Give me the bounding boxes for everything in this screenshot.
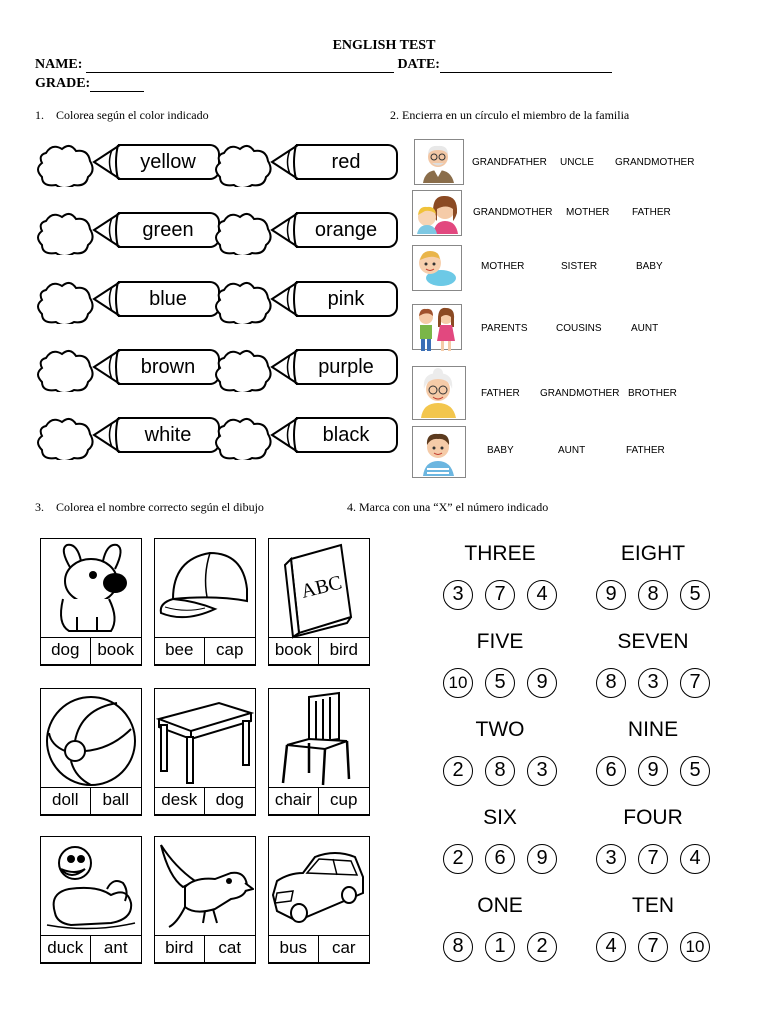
grandmother-picture xyxy=(412,366,466,420)
word-duck[interactable]: duck xyxy=(47,938,84,957)
number-choice-circle[interactable]: 9 xyxy=(527,668,557,698)
number-choice-circle[interactable]: 10 xyxy=(680,932,710,962)
color-blob-icon[interactable] xyxy=(36,211,94,255)
crayon-red xyxy=(214,141,394,187)
section2-instruction: 2. Encierra en un círculo el miembro de la familia xyxy=(390,108,630,122)
family-option-grandmother[interactable]: GRANDMOTHER xyxy=(473,207,553,218)
boy-icon xyxy=(413,427,464,476)
number-choice-circle[interactable]: 5 xyxy=(680,580,710,610)
word-dog-2[interactable]: dog xyxy=(204,788,255,814)
number-word-two: TWO xyxy=(475,718,525,741)
crayon-label: orange xyxy=(296,212,398,248)
crayon-green xyxy=(36,209,216,255)
number-word-seven: SEVEN xyxy=(617,630,689,653)
number-choice-circle[interactable]: 7 xyxy=(638,844,668,874)
number-choice-circle[interactable]: 9 xyxy=(638,756,668,786)
card-chair xyxy=(268,688,370,816)
cap-icon xyxy=(155,539,254,639)
family-option-mother[interactable]: MOTHER xyxy=(566,207,610,218)
card-book xyxy=(268,538,370,666)
date-label: DATE: xyxy=(397,57,440,72)
color-blob-icon[interactable] xyxy=(36,143,94,187)
crayon-yellow xyxy=(36,141,216,187)
grade-row xyxy=(35,76,144,92)
number-choice-circle[interactable]: 7 xyxy=(485,580,515,610)
number-choice-circle[interactable]: 8 xyxy=(638,580,668,610)
family-option-grandmother[interactable]: GRANDMOTHER xyxy=(540,388,620,399)
crayon-label: purple xyxy=(296,349,398,385)
number-choice-circle[interactable]: 2 xyxy=(527,932,557,962)
family-option-mother[interactable]: MOTHER xyxy=(481,261,525,272)
word-book[interactable]: book xyxy=(90,638,141,664)
family-option-aunt[interactable]: AUNT xyxy=(558,445,586,456)
family-option-father[interactable]: FATHER xyxy=(632,207,671,218)
number-word-three: THREE xyxy=(464,542,536,565)
word-desk[interactable]: desk xyxy=(161,790,198,809)
crayon-label: white xyxy=(118,417,220,453)
children-icon xyxy=(413,305,460,357)
grade-field[interactable] xyxy=(90,78,144,92)
car-icon xyxy=(269,837,368,937)
section1-instruction: 1. Colorea según el color indicado xyxy=(35,108,209,122)
crayon-label: brown xyxy=(118,349,220,385)
word-dog[interactable]: dog xyxy=(51,640,80,659)
word-bird-2[interactable]: bird xyxy=(165,938,194,957)
number-choice-circle[interactable]: 5 xyxy=(680,756,710,786)
chair-icon xyxy=(269,689,368,789)
card-bird xyxy=(154,836,256,964)
mother-child-picture xyxy=(412,190,462,236)
grandmother-icon xyxy=(413,367,464,418)
number-choice-circle[interactable]: 8 xyxy=(443,932,473,962)
crayon-label: yellow xyxy=(118,144,220,180)
grandfather-icon xyxy=(415,140,462,183)
crayon-pink xyxy=(214,278,394,324)
card-desk xyxy=(154,688,256,816)
color-blob-icon[interactable] xyxy=(214,348,272,392)
number-choice-circle[interactable]: 7 xyxy=(638,932,668,962)
name-date-row xyxy=(35,57,612,73)
word-car[interactable]: car xyxy=(318,936,369,962)
children-picture xyxy=(412,304,462,350)
book-cover-text: ABC xyxy=(298,571,345,603)
bird-icon xyxy=(155,837,254,937)
number-choice-circle[interactable]: 3 xyxy=(638,668,668,698)
crayon-label: pink xyxy=(296,281,398,317)
word-cup[interactable]: cup xyxy=(318,788,369,814)
number-choice-circle[interactable]: 9 xyxy=(596,580,626,610)
color-blob-icon[interactable] xyxy=(214,143,272,187)
baby-icon xyxy=(413,246,460,289)
grandfather-picture xyxy=(414,139,464,185)
number-choice-circle[interactable]: 4 xyxy=(680,844,710,874)
family-option-cousins[interactable]: COUSINS xyxy=(556,323,602,334)
crayon-orange xyxy=(214,209,394,255)
color-blob-icon[interactable] xyxy=(36,416,94,460)
book-icon xyxy=(269,539,368,639)
number-word-five: FIVE xyxy=(476,630,524,653)
color-blob-icon[interactable] xyxy=(36,348,94,392)
number-choice-circle[interactable]: 4 xyxy=(527,580,557,610)
crayon-white xyxy=(36,414,216,460)
family-option-father[interactable]: FATHER xyxy=(481,388,520,399)
crayon-label: red xyxy=(296,144,398,180)
word-bus[interactable]: bus xyxy=(279,938,307,957)
word-doll[interactable]: doll xyxy=(52,790,79,809)
word-cat[interactable]: cat xyxy=(204,936,255,962)
family-option-brother[interactable]: BROTHER xyxy=(628,388,677,399)
color-blob-icon[interactable] xyxy=(214,416,272,460)
number-word-ten: TEN xyxy=(632,894,674,917)
family-option-grandmother[interactable]: GRANDMOTHER xyxy=(615,157,695,168)
family-option-father[interactable]: FATHER xyxy=(626,445,665,456)
desk-icon xyxy=(155,689,254,789)
crayon-blue xyxy=(36,278,216,324)
dog-icon xyxy=(41,539,140,639)
card-cap xyxy=(154,538,256,666)
crayon-label: black xyxy=(296,417,398,453)
color-blob-icon[interactable] xyxy=(214,280,272,324)
number-word-four: FOUR xyxy=(623,806,683,829)
word-chair[interactable]: chair xyxy=(274,790,312,809)
number-choice-circle[interactable]: 4 xyxy=(596,932,626,962)
grade-label: GRADE: xyxy=(35,76,91,91)
card-car xyxy=(268,836,370,964)
number-choice-circle[interactable]: 6 xyxy=(596,756,626,786)
section3-instruction: 3. Colorea el nombre correcto según el dibujo xyxy=(35,500,264,514)
crayon-label: blue xyxy=(118,281,220,317)
crayon-label: green xyxy=(118,212,220,248)
family-option-uncle[interactable]: UNCLE xyxy=(560,157,594,168)
word-cap[interactable]: cap xyxy=(204,638,255,664)
card-dog xyxy=(40,538,142,666)
word-ball[interactable]: ball xyxy=(90,788,141,814)
word-ant[interactable]: ant xyxy=(90,936,141,962)
number-choice-circle[interactable]: 5 xyxy=(485,668,515,698)
family-option-baby[interactable]: BABY xyxy=(487,445,514,456)
number-choice-circle[interactable]: 10 xyxy=(443,668,473,698)
number-word-nine: NINE xyxy=(627,718,679,741)
duck-icon xyxy=(41,837,140,937)
word-bird[interactable]: bird xyxy=(318,638,369,664)
number-choice-circle[interactable]: 9 xyxy=(527,844,557,874)
card-ball xyxy=(40,688,142,816)
family-option-parents[interactable]: PARENTS xyxy=(481,323,528,334)
test-title: ENGLISH TEST xyxy=(332,38,436,53)
number-choice-circle[interactable]: 6 xyxy=(485,844,515,874)
number-choice-circle[interactable]: 8 xyxy=(485,756,515,786)
number-choice-circle[interactable]: 3 xyxy=(443,580,473,610)
color-blob-icon[interactable] xyxy=(36,280,94,324)
word-book-2[interactable]: book xyxy=(274,640,312,659)
number-choice-circle[interactable]: 2 xyxy=(443,756,473,786)
crayon-purple xyxy=(214,346,394,392)
number-choice-circle[interactable]: 8 xyxy=(596,668,626,698)
family-option-grandfather[interactable]: GRANDFATHER xyxy=(472,157,547,168)
date-field[interactable] xyxy=(440,59,612,73)
family-option-baby[interactable]: BABY xyxy=(636,261,663,272)
ball-icon xyxy=(41,689,140,789)
mother-child-icon xyxy=(413,191,460,234)
boy-picture xyxy=(412,426,466,478)
section4-instruction: 4. Marca con una “X” el número indicado xyxy=(347,500,549,514)
family-option-sister[interactable]: SISTER xyxy=(561,261,598,272)
number-choice-circle[interactable]: 2 xyxy=(443,844,473,874)
card-duck xyxy=(40,836,142,964)
family-option-aunt[interactable]: AUNT xyxy=(631,323,659,334)
crayon-brown xyxy=(36,346,216,392)
number-word-one: ONE xyxy=(477,894,523,917)
number-choice-circle[interactable]: 3 xyxy=(527,756,557,786)
color-blob-icon[interactable] xyxy=(214,211,272,255)
name-field[interactable] xyxy=(86,59,394,73)
number-word-eight: EIGHT xyxy=(620,542,686,565)
number-choice-circle[interactable]: 1 xyxy=(485,932,515,962)
number-choice-circle[interactable]: 7 xyxy=(680,668,710,698)
baby-picture xyxy=(412,245,462,291)
name-label: NAME: xyxy=(35,57,83,72)
number-word-six: SIX xyxy=(483,806,517,829)
number-choice-circle[interactable]: 3 xyxy=(596,844,626,874)
crayon-black xyxy=(214,414,394,460)
word-bee[interactable]: bee xyxy=(165,640,194,659)
